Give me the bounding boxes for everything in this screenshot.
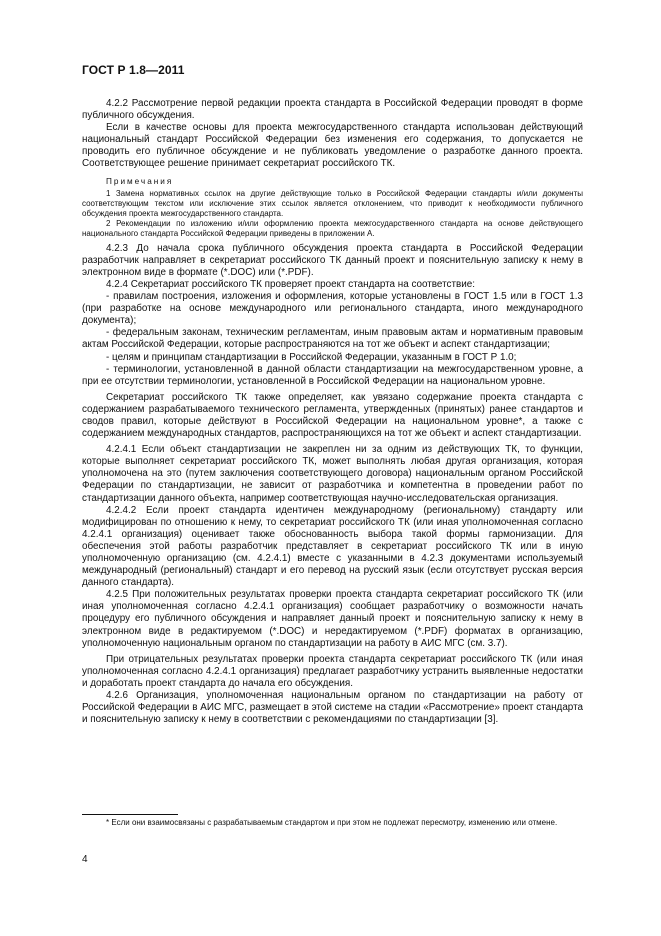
note-1: 1 Замена нормативных ссылок на другие действующие только в Российской Федерации стандарты и/или документы соответствующим текстом или исключение этих ссылок является отклонением, что приводит к необходимости публичного обсуждения проекта межгосударственного стандарта. xyxy=(82,188,583,218)
footnote-divider xyxy=(82,814,178,815)
document-header: ГОСТ Р 1.8—2011 xyxy=(82,63,185,77)
list-item-rules: - правилам построения, изложения и оформления, которые установлены в ГОСТ 1.5 или в ГОСТ 1.3 (при разработке на основе международного или регионального стандарта, иного международного документа); xyxy=(82,291,583,327)
paragraph-4-2-3: 4.2.3 До начала срока публичного обсуждения проекта стандарта в Российской Федерации разработчик направляет в секретариат российского ТК данный проект и пояснительную записку к нему в электронном виде в формате (*.DOC) или (*.PDF). xyxy=(82,242,583,278)
paragraph-negative-results: При отрицательных результатах проверки проекта стандарта секретариат российского ТК (или иная уполномоченная согласно 4.2.4.1 организация) предлагает разработчику устранить выявленные недостатки и доработать проект стандарта до начала его обсуждения. xyxy=(82,653,583,689)
paragraph-4-2-2: 4.2.2 Рассмотрение первой редакции проекта стандарта в Российской Федерации проводят в форме публичного обсуждения. xyxy=(82,98,583,122)
paragraph-4-2-6: 4.2.6 Организация, уполномоченная национальным органом по стандартизации на работу от Российской Федерации в АИС МГС, размещает в этой системе на стадии «Рассмотрение» проект стандарта и пояснительную записку к нему в соответствии с рекомендациями по стандартизации [3]. xyxy=(82,690,583,726)
list-item-terminology: - терминологии, установленной в данной области стандартизации на межгосударственном уровне, а при ее отсутствии терминологии, установленной в Российской Федерации на национальном уровне. xyxy=(82,363,583,387)
note-2: 2 Рекомендации по изложению и/или оформлению проекта межгосударственного стандарта на основе действующего национального стандарта Российской Федерации приведены в приложении А. xyxy=(82,218,583,238)
paragraph-4-2-5: 4.2.5 При положительных результатах проверки проекта стандарта секретариат российского ТК (или иная уполномоченная согласно 4.2.4.1 организация) сообщает разработчику о возможности начать процедуру его публичного обсуждения и направляет данный проект и пояснительную записку к нему в электронном виде в редактируемом (*.DOC) и нередактируемом (*.PDF) форматах в организацию, уполномоченную национальным органом по стандартизации на работу в АИС МГС (см. 3.7). xyxy=(82,589,583,649)
document-body xyxy=(82,98,583,726)
page-number: 4 xyxy=(82,854,88,865)
paragraph-4-2-4-2: 4.2.4.2 Если проект стандарта идентичен международному (региональному) стандарту или модифицирован по отношению к нему, то секретариат российского ТК (или иная уполномоченная согласно 4.2.4.1 организация) оценивает также обоснованность выбора такой формы гармонизации. Для обеспечения этой работы разработчик представляет в секретариат российского ТК или в иную уполномоченную организацию (см. 4.2.4.1) вместе с указанными в 4.2.3 документами используемый международный (региональный) стандарт и его перевод на русский язык (если отсутствует русская версия данного стандарта). xyxy=(82,504,583,589)
paragraph-4-2-4: 4.2.4 Секретариат российского ТК проверяет проект стандарта на соответствие: xyxy=(106,278,475,290)
paragraph-4-2-4-1: 4.2.4.1 Если объект стандартизации не закреплен ни за одним из действующих ТК, то функции, которые выполняет секретариат российского ТК, может выполнять любая другая организация, которая уполномочена на это (путем заключения соответствующего договора) национальным органом Российской Федерации по стандартизации, не зависит от разработчика и компетентна в проведении работ по стандартизации данного объекта, например соответствующая научно-исследовательская организация. xyxy=(82,444,583,504)
paragraph-4-2-2-cont: Если в качестве основы для проекта межгосударственного стандарта использован действующий национальный стандарт Российской Федерации без изменения его содержания, то допускается не проводить его публичное обсуждение и не публиковать уведомление о разработке данного проекта. Соответствующее решение принимает секретариат российского ТК. xyxy=(82,122,583,170)
notes-title: Примечания xyxy=(106,176,174,186)
list-item-laws: - федеральным законам, техническим регламентам, иным правовым актам и нормативным правовым актам Российской Федерации, которые распространяются на тот же объект и аспект стандартизации; xyxy=(82,327,583,351)
footnote: * Если они взаимосвязаны с разрабатываемым стандартом и при этом не подлежат пересмотру, изменению или отмене. xyxy=(106,818,558,827)
list-item-principles: - целям и принципам стандартизации в Российской Федерации, указанным в ГОСТ Р 1.0; xyxy=(106,351,517,363)
paragraph-secretariat: Секретариат российского ТК также определяет, как увязано содержание проекта стандарта с содержанием разрабатываемого технического регламента, утвержденных (принятых) ранее стандартов и сводов правил, которые действуют в Российской Федерации на национальном уровне*, а также с содержанием международных стандартов, распространяющихся на тот же объект и аспект стандартизации. xyxy=(82,391,583,440)
